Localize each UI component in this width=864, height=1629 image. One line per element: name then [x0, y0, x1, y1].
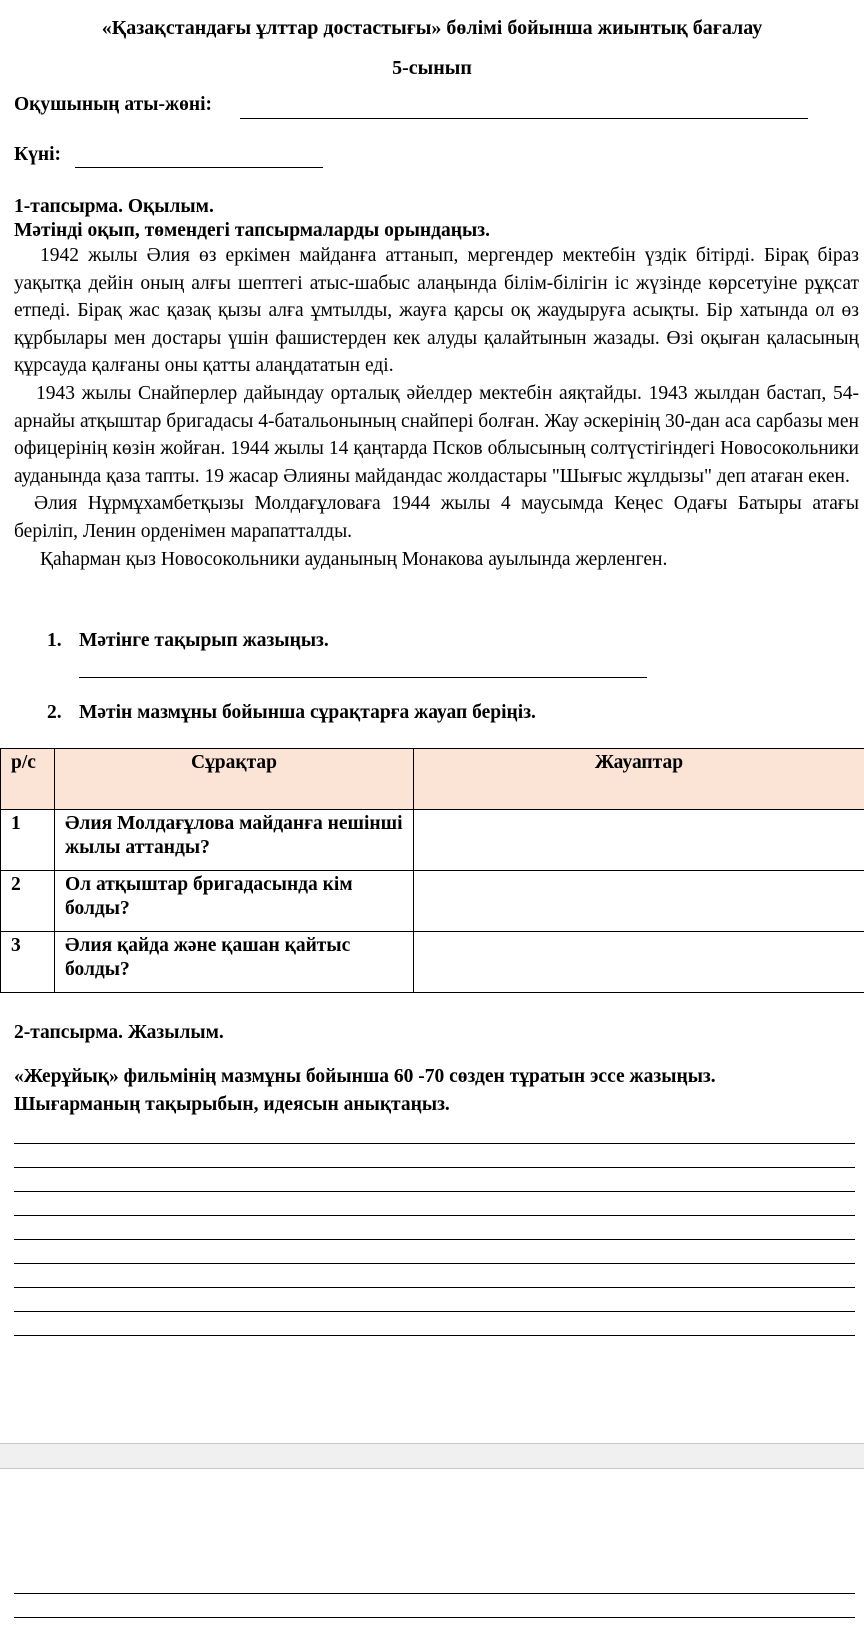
paragraph-4: Қаһарман қыз Новосокольники ауданының Монакова ауылында жерленген.: [40, 548, 668, 570]
reading-text: [14, 242, 859, 573]
question-2-number: 2.: [47, 702, 62, 723]
essay-line[interactable]: [14, 1311, 855, 1312]
task2-heading: 2-тапсырма. Жазылым.: [14, 1022, 224, 1043]
task2-instruction-1: «Жерұйық» фильмінің мазмұны бойынша 60 -70 сөзден тұратын эссе жазыңыз.: [14, 1066, 716, 1087]
essay-line[interactable]: [14, 1167, 855, 1168]
essay-line[interactable]: [14, 1263, 855, 1264]
task1-heading: 1-тапсырма. Оқылым.: [14, 196, 214, 217]
row-number: 1: [1, 810, 55, 871]
essay-line[interactable]: [14, 1617, 855, 1618]
title-answer-line[interactable]: [79, 677, 647, 678]
table-row: [1, 871, 864, 932]
paragraph-3: Әлия Нұрмұхамбетқызы Молдағұловаға 1944 жылы 4 маусымда Кеңес Одағы Батыры атағы беріліп, Ленин орденімен марапатталды.: [14, 493, 859, 542]
row-question: Әлия қайда және қашан қайтыс болды?: [55, 932, 414, 993]
essay-line[interactable]: [14, 1215, 855, 1216]
essay-line[interactable]: [14, 1143, 855, 1144]
row-answer-cell[interactable]: [414, 810, 864, 871]
row-answer-cell[interactable]: [414, 932, 864, 993]
header-number: р/с: [1, 749, 55, 810]
essay-line[interactable]: [14, 1593, 855, 1594]
table-row: [1, 810, 864, 871]
questions-table: [0, 748, 864, 993]
row-question: Әлия Молдағұлова майданға нешінші жылы аттанды?: [55, 810, 414, 871]
date-line[interactable]: [75, 167, 323, 168]
row-number: 3: [1, 932, 55, 993]
essay-line[interactable]: [14, 1239, 855, 1240]
paragraph-2: 1943 жылы Снайперлер дайындау орталық әйелдер мектебін аяқтайды. 1943 жылдан бастап, 54-арнайы атқыштар бригадасы 4-батальонының снайпері болған. Жау әскерінің 30-дан аса сарбазы мен офицерінің көзін жойған. 1944 жылы 14 қаңтарда Псков облысының солтүстігіндегі Новосокольники ауданында қаза тапты. 19 жасар Әлияны майдандас жолдастары "Шығыс жұлдызы" деп атаған екен.: [14, 382, 859, 487]
question-1-number: 1.: [47, 630, 62, 651]
date-label: Күні:: [14, 144, 62, 165]
header-questions: Сұрақтар: [55, 749, 414, 810]
header-answers: Жауаптар: [414, 749, 864, 810]
essay-line[interactable]: [14, 1287, 855, 1288]
student-name-label: Оқушының аты-жөні:: [14, 94, 212, 115]
document-title: «Қазақстандағы ұлттар достастығы» бөлімі бойынша жиынтық бағалау: [101, 17, 763, 39]
task1-instruction: Мәтінді оқып, төмендегі тапсырмаларды орындаңыз.: [14, 220, 490, 241]
row-number: 2: [1, 871, 55, 932]
page-break: [0, 1443, 864, 1469]
row-answer-cell[interactable]: [414, 871, 864, 932]
question-1-text: Мәтінге тақырып жазыңыз.: [79, 630, 329, 651]
question-2-text: Мәтін мазмұны бойынша сұрақтарға жауап беріңіз.: [79, 702, 536, 723]
table-header-row: [1, 749, 864, 810]
student-name-line[interactable]: [240, 118, 808, 119]
table-row: [1, 932, 864, 993]
essay-line[interactable]: [14, 1191, 855, 1192]
row-question: Ол атқыштар бригадасында кім болды?: [55, 871, 414, 932]
paragraph-1: 1942 жылы Әлия өз еркімен майданға аттанып, мергендер мектебін үздік бітірді. Бірақ біраз уақытқа дейін оның алғы шептегі атыс-шабыс алаңында білім-білігін іс жүзінде көрсетуіне рұқсат етпеді. Бірақ жас қазақ қызы алға ұмтылды, жауға қарсы оқ жаудыруға асықты. Бір хатында ол өз құрбылары мен достары үшін фашистерден кек алуды қалайтынын жазады. Өзі оқыған қаласының құрсауда қалғаны оны қатты алаңдататын еді.: [14, 245, 859, 377]
task2-instruction-2: Шығарманың тақырыбын, идеясын анықтаңыз.: [14, 1094, 450, 1115]
grade-label: 5-сынып: [392, 57, 472, 79]
essay-line[interactable]: [14, 1335, 855, 1336]
